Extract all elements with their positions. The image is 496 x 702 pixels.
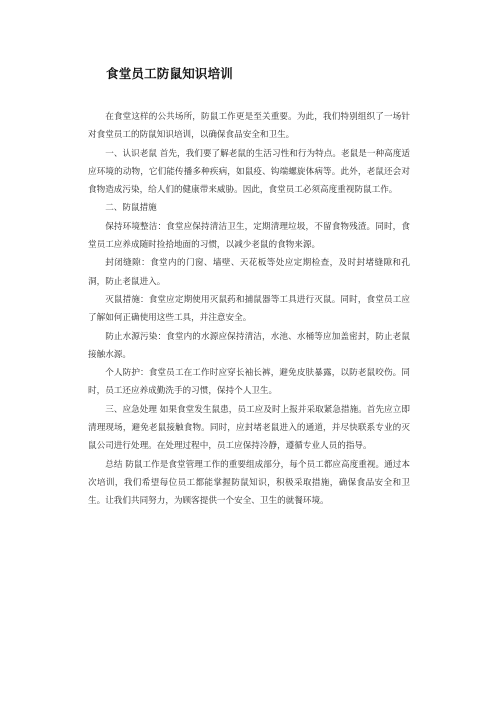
paragraph-intro: 在食堂这样的公共场所，防鼠工作更是至关重要。为此，我们特别组织了一场针对食堂员工的防鼠知识培训，以确保食品安全和卫生。	[88, 112, 410, 141]
paragraph-section-3: 三、应急处理 如果食堂发生鼠患，员工应及时上报并采取紧急措施。首先应立即清理现场，避免老鼠接触食物。同时，应封堵老鼠进入的通道，并尽快联系专业的灭鼠公司进行处理。在处理过程中，员工应保持冷静，遵循专业人员的指导。	[88, 404, 410, 452]
paragraph-rodent-control: 灭鼠措施：食堂应定期使用灭鼠药和捕鼠器等工具进行灭鼠。同时，食堂员工应了解如何正确使用这些工具，并注意安全。	[88, 294, 410, 324]
document-title: 食堂员工防鼠知识培训	[106, 66, 234, 81]
paragraph-water-source: 防止水源污染：食堂内的水源应保持清洁，水池、水桶等应加盖密封，防止老鼠接触水源。	[88, 331, 410, 360]
document-body	[88, 108, 410, 511]
paragraph-section-1: 一、认识老鼠 首先，我们要了解老鼠的生活习性和行为特点。老鼠是一种高度适应环境的动物，它们能传播多种疾病，如鼠疫、钩端螺旋体病等。此外，老鼠还会对食物造成污染，给人们的健康带来威胁。因此，食堂员工必须高度重视防鼠工作。	[88, 148, 410, 196]
paragraph-cleanliness: 保持环境整洁：食堂应保持清洁卫生，定期清理垃圾，不留食物残渣。同时，食堂员工应养成随时捡拾地面的习惯，以减少老鼠的食物来源。	[88, 221, 410, 251]
paragraph-seal-gaps: 封闭缝隙：食堂内的门窗、墙壁、天花板等处应定期检查，及时封堵缝隙和孔洞，防止老鼠进入。	[88, 258, 410, 287]
paragraph-section-2-heading: 二、防鼠措施	[105, 203, 157, 214]
paragraph-summary: 总结 防鼠工作是食堂管理工作的重要组成部分，每个员工都应高度重视。通过本次培训，我们希望每位员工都能掌握防鼠知识，积极采取措施，确保食品安全和卫生。让我们共同努力，为顾客提供一个安全、卫生的就餐环境。	[88, 459, 410, 507]
paragraph-personal-protection: 个人防护：食堂员工在工作时应穿长袖长裤，避免皮肤暴露，以防老鼠咬伤。同时，员工还应养成勤洗手的习惯，保持个人卫生。	[88, 368, 410, 397]
